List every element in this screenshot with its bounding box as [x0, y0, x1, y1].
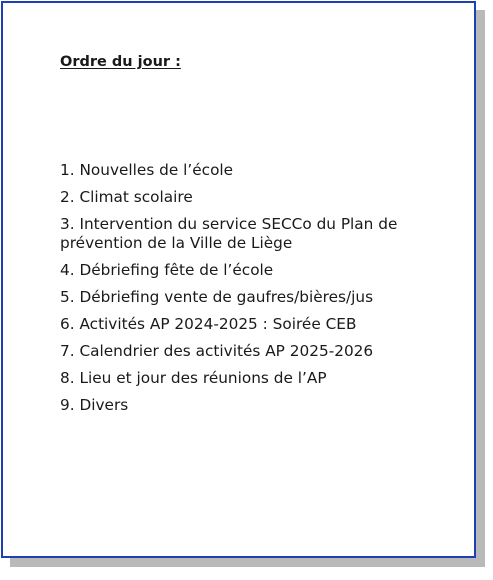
agenda-title: Ordre du jour :	[60, 54, 181, 70]
agenda-item-1: 1. Nouvelles de l’école	[60, 161, 234, 179]
agenda-item-7: 7. Calendrier des activités AP 2025-2026	[60, 342, 374, 360]
agenda-item-5: 5. Débriefing vente de gaufres/bières/jus	[60, 288, 374, 306]
agenda-item-8: 8. Lieu et jour des réunions de l’AP	[60, 369, 327, 387]
agenda-item-9: 9. Divers	[60, 396, 129, 414]
agenda-list	[60, 161, 440, 423]
agenda-box	[1, 1, 476, 558]
agenda-item-2: 2. Climat scolaire	[60, 188, 193, 206]
agenda-item-4: 4. Débriefing fête de l’école	[60, 261, 274, 279]
agenda-item-3: 3. Intervention du service SECCo du Plan de prévention de la Ville de Liège	[60, 215, 398, 252]
agenda-item-6: 6. Activités AP 2024-2025 : Soirée CEB	[60, 315, 357, 333]
